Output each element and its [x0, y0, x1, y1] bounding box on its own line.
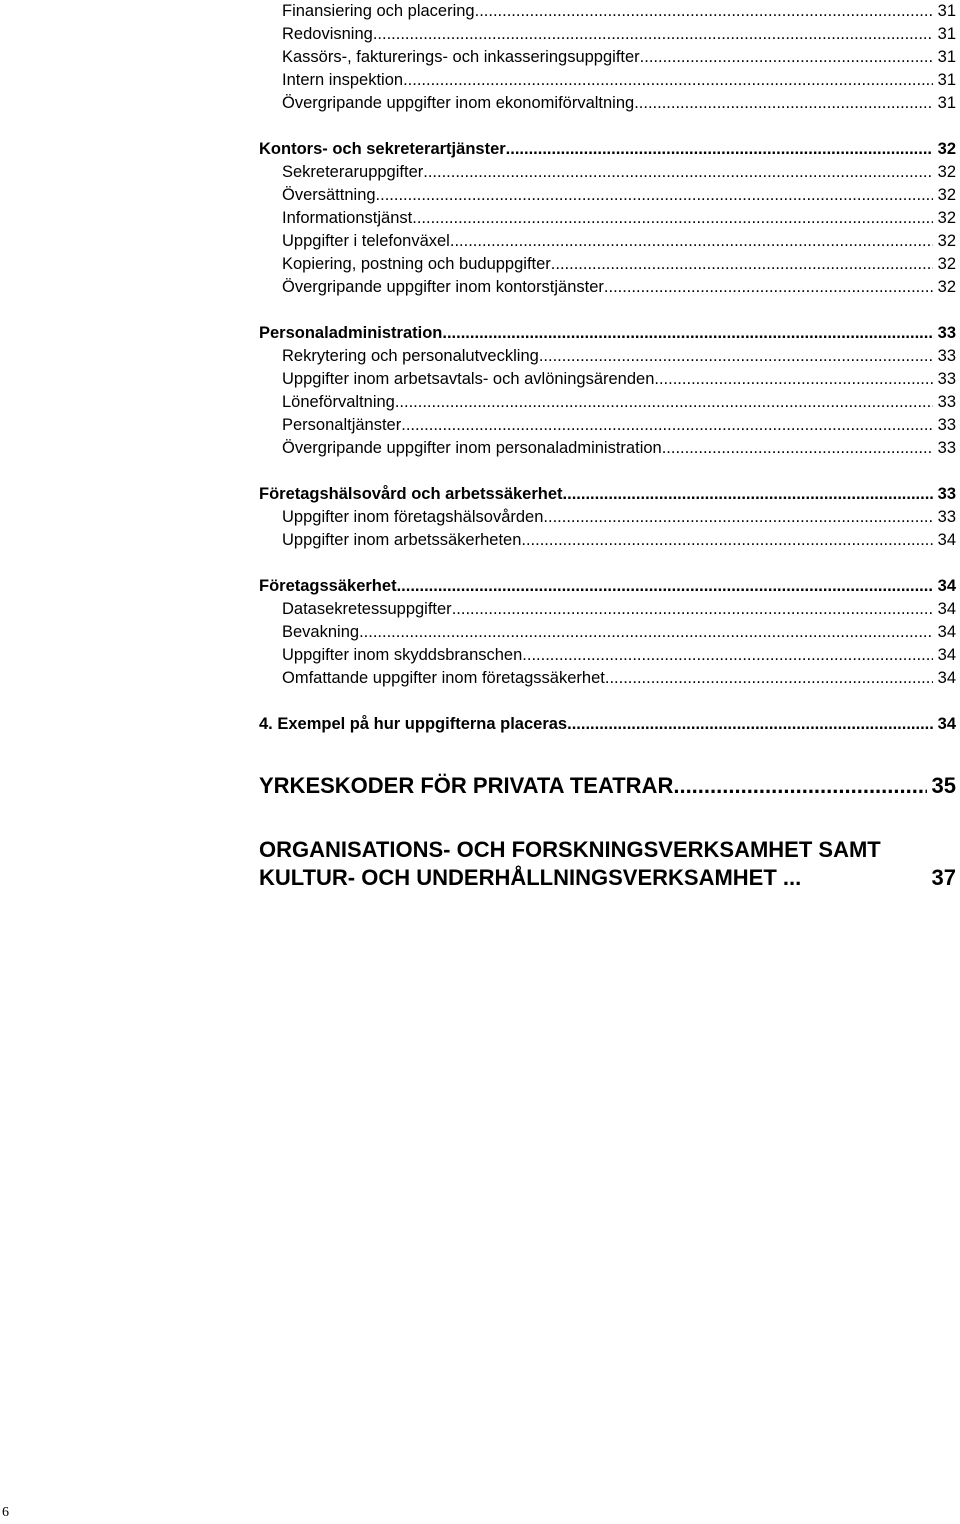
toc-entry-title: Redovisning: [282, 25, 373, 43]
toc-entry[interactable]: [259, 644, 956, 667]
toc-entry-title: Uppgifter inom arbetssäkerheten: [282, 531, 522, 549]
dot-leader: [395, 391, 933, 414]
dot-leader: [662, 437, 933, 460]
toc-chapter-page: 35: [931, 773, 956, 798]
toc-entry[interactable]: [259, 667, 956, 690]
toc-entry-title: Sekreteraruppgifter: [282, 163, 424, 181]
toc-entry-page: 34: [937, 623, 956, 641]
dot-leader: [521, 529, 932, 552]
toc-entry-title: Intern inspektion: [282, 71, 404, 89]
dot-leader: [423, 161, 932, 184]
dot-leader: [640, 46, 933, 69]
dot-leader: [522, 644, 932, 667]
toc-entry-page: 33: [937, 370, 956, 388]
dot-leader: [397, 575, 933, 598]
dot-leader: [539, 345, 933, 368]
toc-section-page: 34: [937, 715, 956, 733]
dot-leader: [412, 207, 932, 230]
toc-entry-page: 34: [937, 646, 956, 664]
dot-leader: ...: [776, 865, 802, 890]
dot-leader: [475, 0, 933, 23]
dot-leader: [634, 92, 932, 115]
dot-leader: [403, 69, 933, 92]
toc-entry[interactable]: [259, 506, 956, 529]
dot-leader: [442, 322, 932, 345]
toc-entry[interactable]: [259, 184, 956, 207]
toc-entry-page: 31: [937, 71, 956, 89]
toc-section-page: 33: [937, 485, 956, 503]
toc-entry-title: Uppgifter inom skyddsbranschen: [282, 646, 523, 664]
toc-entry[interactable]: [259, 0, 956, 23]
toc-entry-title: Övergripande uppgifter inom kontorstjänster: [282, 278, 604, 296]
toc-entry[interactable]: [259, 621, 956, 644]
toc-entry-page: 31: [937, 94, 956, 112]
toc-entry-page: 33: [937, 416, 956, 434]
dot-leader: [450, 230, 933, 253]
toc-entry-page: 32: [937, 232, 956, 250]
toc-section-title: 4. Exempel på hur uppgifterna placeras: [259, 715, 568, 733]
toc-entry[interactable]: [259, 391, 956, 414]
toc-section-page: 33: [937, 324, 956, 342]
toc-entry[interactable]: [259, 437, 956, 460]
toc-entry-title: Löneförvaltning: [282, 393, 395, 411]
dot-leader: [506, 138, 933, 161]
toc-entry[interactable]: [259, 46, 956, 69]
toc-section-kontor[interactable]: [259, 138, 956, 161]
toc-entry-title: Uppgifter inom arbetsavtals- och avlöningsärenden: [282, 370, 655, 388]
table-of-contents: [259, 0, 956, 892]
toc-entry[interactable]: [259, 161, 956, 184]
toc-section-title: Företagssäkerhet: [259, 577, 397, 595]
dot-leader: [567, 713, 933, 736]
page-number: 6: [2, 1505, 9, 1520]
toc-chapter-yrkeskoder[interactable]: [259, 772, 956, 800]
toc-entry-title: Övergripande uppgifter inom personaladministration: [282, 439, 662, 457]
toc-entry-title: Uppgifter inom företagshälsovården: [282, 508, 544, 526]
toc-entry-title: Finansiering och placering: [282, 2, 475, 20]
toc-entry[interactable]: [259, 345, 956, 368]
toc-section-title: Personaladministration: [259, 324, 443, 342]
toc-entry-page: 34: [937, 600, 956, 618]
toc-entry-page: 32: [937, 209, 956, 227]
dot-leader: [452, 598, 933, 621]
toc-section-personal[interactable]: [259, 322, 956, 345]
toc-entry[interactable]: [259, 230, 956, 253]
toc-entry[interactable]: [259, 529, 956, 552]
toc-entry-page: 32: [937, 186, 956, 204]
toc-entry-page: 31: [937, 48, 956, 66]
dot-leader: [605, 667, 933, 690]
toc-entry-title: Bevakning: [282, 623, 360, 641]
toc-entry-page: 33: [937, 439, 956, 457]
toc-section-title: Kontors- och sekreterartjänster: [259, 140, 506, 158]
toc-entry[interactable]: [259, 253, 956, 276]
toc-entry-page: 33: [937, 347, 956, 365]
toc-chapter-page: 37: [931, 865, 956, 890]
toc-section-sakerhet[interactable]: [259, 575, 956, 598]
dot-leader: [373, 23, 933, 46]
toc-section-exempel[interactable]: [259, 713, 956, 736]
toc-entry[interactable]: [259, 92, 956, 115]
toc-entry-title: Kopiering, postning och buduppgifter: [282, 255, 551, 273]
toc-section-title: Företagshälsovård och arbetssäkerhet: [259, 485, 563, 503]
toc-entry-title: Översättning: [282, 186, 376, 204]
toc-chapter-title: ORGANISATIONS- OCH FORSKNINGSVERKSAMHET SAMT KULTUR- OCH UNDERHÅLLNINGSVERKSAMHET: [259, 837, 881, 890]
toc-entry-page: 33: [937, 393, 956, 411]
toc-entry[interactable]: [259, 23, 956, 46]
dot-leader: [654, 368, 932, 391]
toc-entry-title: Omfattande uppgifter inom företagssäkerhet: [282, 669, 605, 687]
toc-entry[interactable]: [259, 276, 956, 299]
dot-leader: [551, 253, 933, 276]
toc-entry[interactable]: [259, 414, 956, 437]
toc-chapter-title: YRKESKODER FÖR PRIVATA TEATRAR: [259, 773, 674, 798]
toc-entry-page: 34: [937, 669, 956, 687]
toc-entry-page: 34: [937, 531, 956, 549]
toc-entry-title: Uppgifter i telefonväxel: [282, 232, 450, 250]
toc-entry-title: Datasekretessuppgifter: [282, 600, 452, 618]
dot-leader: [359, 621, 933, 644]
toc-section-halsa[interactable]: [259, 483, 956, 506]
dot-leader: [543, 506, 932, 529]
toc-entry-page: 31: [937, 2, 956, 20]
toc-entry-page: 31: [937, 25, 956, 43]
toc-entry[interactable]: [259, 69, 956, 92]
toc-entry-title: Övergripande uppgifter inom ekonomiförvaltning: [282, 94, 635, 112]
dot-leader: [563, 483, 933, 506]
toc-entry-page: 33: [937, 508, 956, 526]
toc-entry-title: Rekrytering och personalutveckling: [282, 347, 539, 365]
dot-leader: [673, 772, 926, 800]
dot-leader: [604, 276, 933, 299]
toc-entry[interactable]: [259, 207, 956, 230]
toc-section-page: 32: [937, 140, 956, 158]
dot-leader: [401, 414, 932, 437]
toc-entry-title: Kassörs-, fakturerings- och inkasseringsuppgifter: [282, 48, 640, 66]
toc-section-page: 34: [937, 577, 956, 595]
toc-entry-title: Informationstjänst: [282, 209, 413, 227]
toc-entry-page: 32: [937, 255, 956, 273]
toc-entry[interactable]: [259, 598, 956, 621]
dot-leader: [376, 184, 933, 207]
toc-chapter-organisation[interactable]: [259, 836, 956, 892]
toc-entry-page: 32: [937, 163, 956, 181]
toc-entry-page: 32: [937, 278, 956, 296]
toc-entry-title: Personaltjänster: [282, 416, 402, 434]
toc-entry[interactable]: [259, 368, 956, 391]
